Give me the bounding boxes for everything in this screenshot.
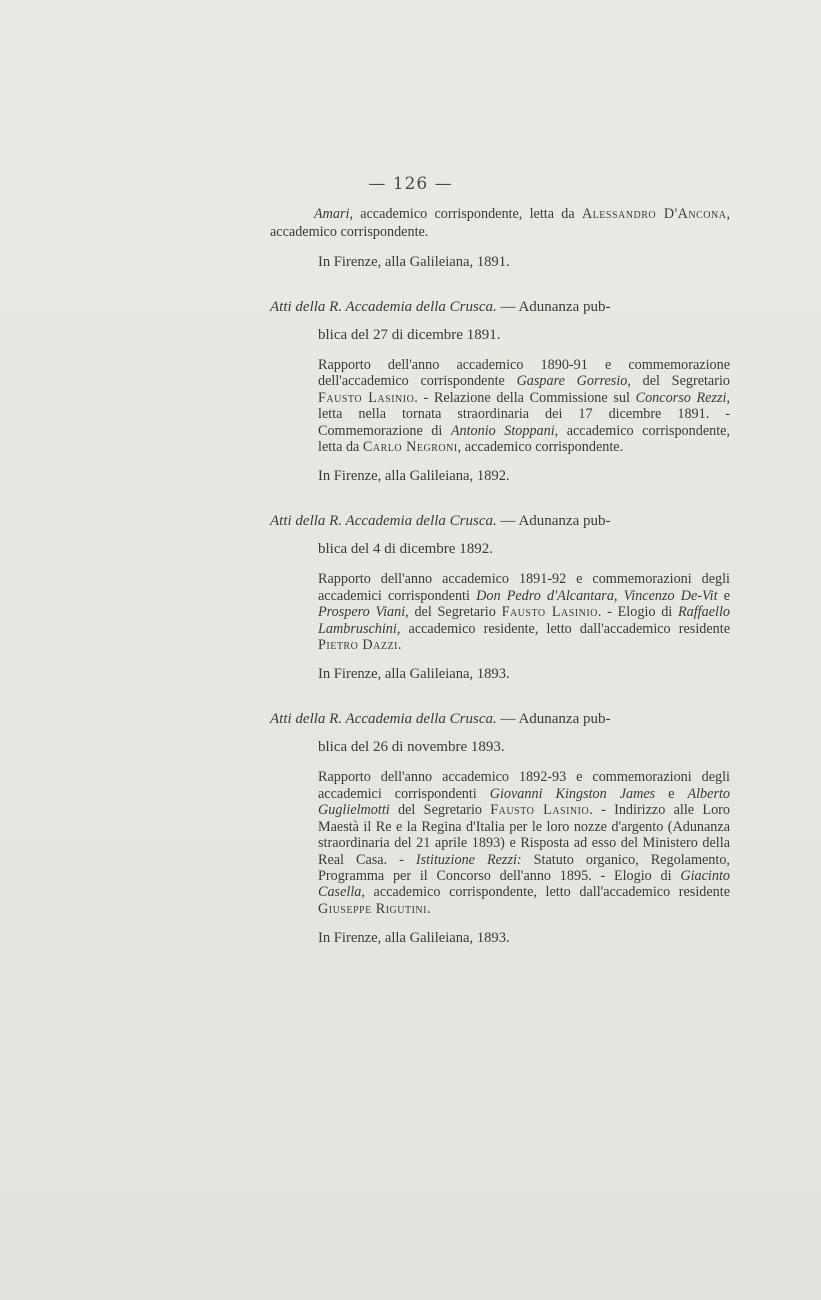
entry-1-p1: Rapporto dell'anno accademico 1890-91 e commemorazione dell'accademico corrispondente (318, 357, 730, 390)
entry-2-name3: Prospero Viani (318, 604, 406, 621)
imprint-1891: In Firenze, alla Galileiana, 1891. (318, 254, 510, 270)
entry-2-c2: e (717, 587, 731, 604)
entry-3-heading (270, 705, 730, 761)
entry-3-p2: del Segretario (389, 802, 491, 819)
entry-1-p4: , letta nella tornata straordinaria dei 17 dicembre 1891. - Commemorazione di (318, 389, 730, 439)
entry-3-p1: Rapporto dell'anno accademico 1892-93 e commemorazioni degli accademici corrispondenti (318, 769, 730, 802)
entry-3-body (318, 769, 730, 917)
entry-2-heading (270, 507, 730, 563)
entry-2-name4: Raffaello Lambruschini (318, 604, 730, 637)
entry-2-title-cont: blica del 4 di dicembre 1892. (318, 541, 493, 558)
entry-2-body (318, 571, 730, 653)
entry-2-name1: Don Pedro d'Alcantara (476, 587, 614, 604)
entry-3-c1: e (655, 785, 688, 802)
entry-3-title-cont: blica del 26 di novembre 1893. (318, 739, 505, 756)
entry-3-p3: . - Indirizzo alle Loro Maestà il Re e la Regina d'Italia per le loro nozze d'argento (Adunanza straordinaria del 21 aprile 1893) e Risposta ad esso del Ministero della Real Casa. - (318, 802, 730, 868)
entry-1-p5: , accademico corrispondente, letta da (318, 422, 730, 456)
intro-author: Amari (314, 206, 350, 222)
entry-3-reader: Giuseppe Rigutini (318, 900, 427, 917)
entry-2-p4: , accademico residente, letto dall'accademico residente (396, 620, 730, 637)
entry-2-name2: Vincenzo De-Vit (623, 587, 718, 604)
intro-text-1: , accademico corrispondente, letta da (349, 206, 582, 222)
entry-2-imprint: In Firenze, alla Galileiana, 1893. (318, 666, 510, 683)
entry-3-name1: Giovanni Kingston James (489, 785, 656, 802)
entry-1-name2: Antonio Stoppani (450, 422, 555, 439)
page-number: — 126 — (368, 174, 453, 194)
entry-3-name2: Alberto Guglielmotti (318, 785, 731, 819)
entry-3-title: Atti della R. Accademia della Crusca. (270, 711, 497, 728)
entry-1-name1: Gaspare Gorresio (516, 373, 628, 390)
entry-2-p3: . - Elogio di (597, 604, 678, 621)
entry-1-body (318, 357, 730, 455)
entry-3-secretary: Fausto Lasinio (490, 802, 590, 819)
entry-1-imprint: In Firenze, alla Galileiana, 1892. (318, 468, 510, 485)
entry-2-title: Atti della R. Accademia della Crusca. (270, 513, 497, 530)
entry-1-p6: , accademico corrispondente. (457, 439, 624, 456)
intro-text-2: , accademico corrispondente. (270, 206, 730, 240)
entry-1-title-cont: blica del 27 di dicembre 1891. (318, 327, 501, 343)
entry-1-p2: , del Segretario (627, 373, 730, 390)
entry-1-secretary: Fausto Lasinio (318, 389, 415, 406)
entry-2-p5: . (397, 637, 402, 654)
intro-reader: Alessandro D'Ancona (581, 206, 727, 222)
entry-1-reader: Carlo Negroni (362, 439, 458, 456)
entry-3-p5: , accademico corrispondente, letto dall'accademico residente (361, 884, 730, 901)
entry-3-imprint: In Firenze, alla Galileiana, 1893. (318, 930, 510, 947)
entry-2-secretary: Fausto Lasinio (501, 604, 598, 621)
page-text (270, 205, 730, 947)
entry-2-p2: , del Segretario (405, 604, 502, 621)
entry-1-title: Atti della R. Accademia della Crusca. (270, 299, 497, 315)
entry-2-p1: Rapporto dell'anno accademico 1891-92 e commemorazioni degli accademici corrispondenti (318, 571, 730, 604)
entry-1-p3: . - Relazione della Commissione sul (414, 389, 636, 406)
entry-3-p4: Statuto organico, Regolamento, Programma per il Concorso dell'anno 1895. - Elogio di (318, 851, 730, 884)
entry-3-name3: Giacinto Casella (318, 867, 730, 901)
entry-1-heading (270, 293, 730, 349)
entry-2-c1: , (613, 587, 624, 604)
entry-1-title-rest: — Adunanza pub- (496, 299, 611, 315)
entry-3-istituzione: Istituzione Rezzi: (415, 851, 522, 868)
entry-1-concorso: Concorso Rezzi (635, 389, 727, 406)
entry-2-title-rest: — Adunanza pub- (496, 513, 611, 530)
entry-2-reader: Pietro Dazzi (318, 637, 398, 654)
intro-paragraph (270, 205, 730, 241)
entry-3-title-rest: — Adunanza pub- (496, 711, 611, 728)
entry-3-p6: . (426, 900, 431, 917)
